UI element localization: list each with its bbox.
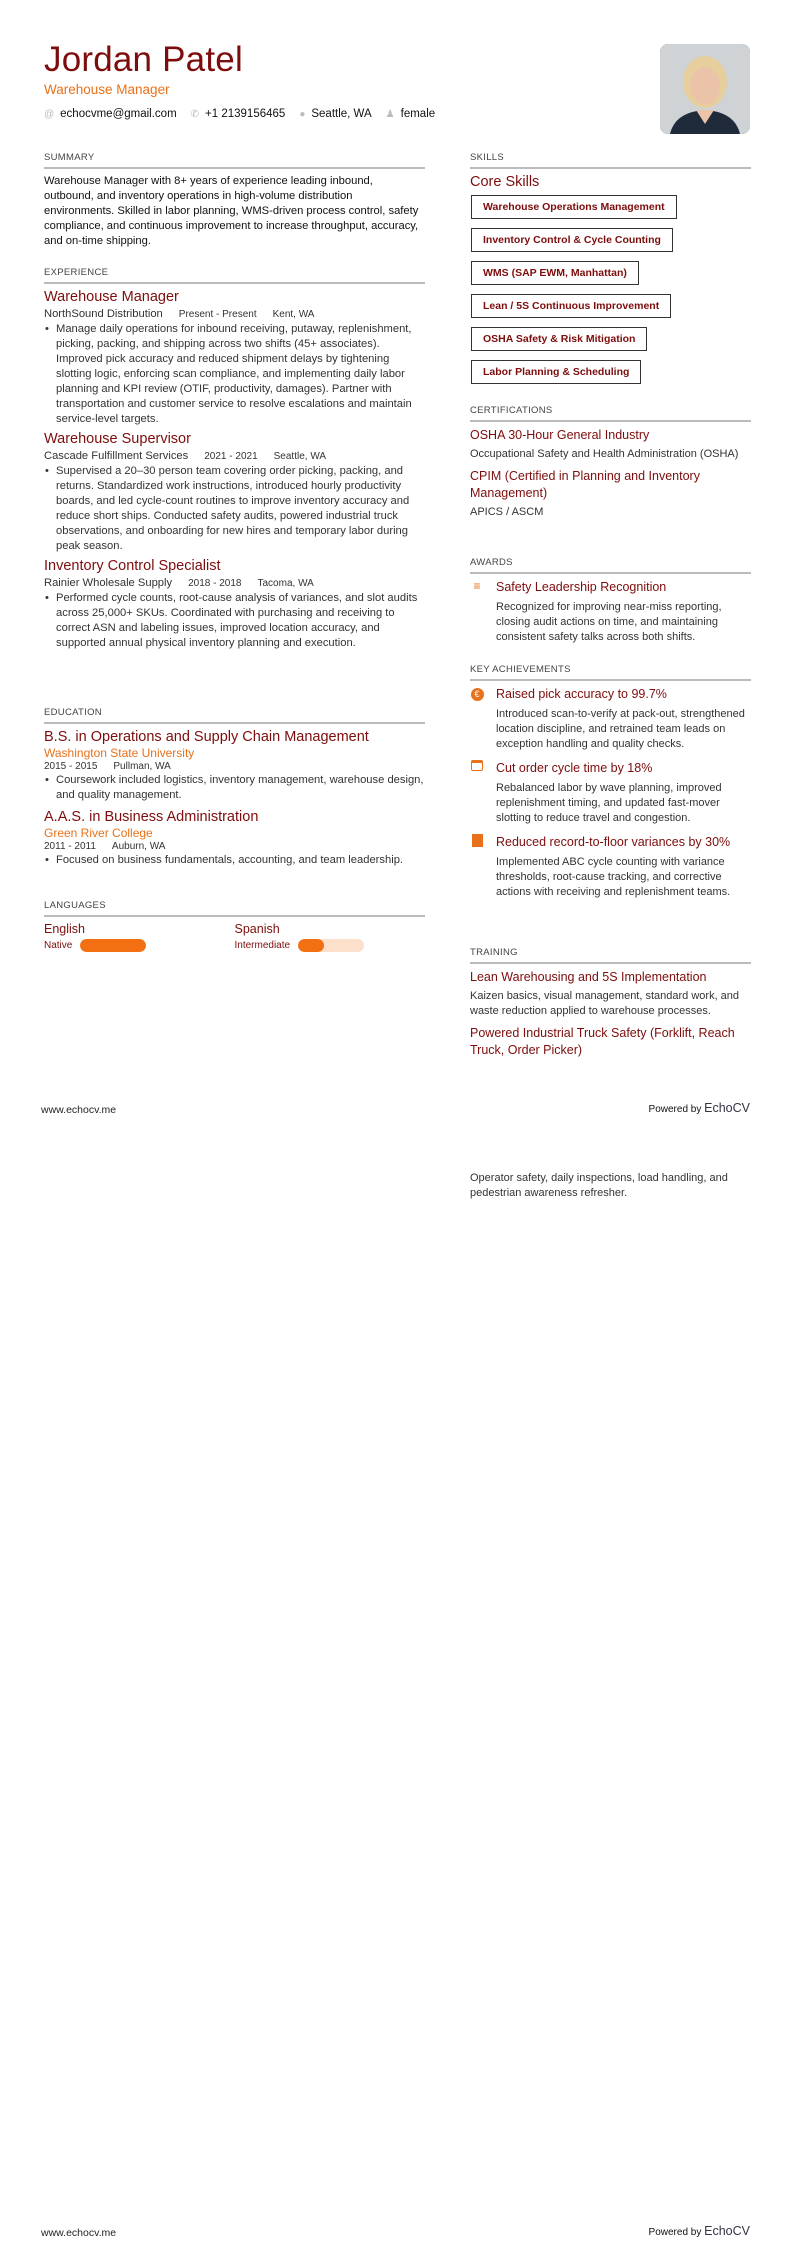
school: Green River College bbox=[44, 826, 153, 840]
company: Rainier Wholesale Supply bbox=[44, 577, 173, 589]
edu-location: Pullman, WA bbox=[113, 761, 171, 772]
skill-tag: Warehouse Operations Management bbox=[471, 195, 677, 219]
language-name: English bbox=[44, 922, 85, 936]
achievement-title: Cut order cycle time by 18% bbox=[496, 761, 653, 775]
job-entry bbox=[44, 431, 425, 554]
job-title: Inventory Control Specialist bbox=[44, 558, 221, 574]
building-icon bbox=[470, 834, 484, 904]
skill-tag: WMS (SAP EWM, Manhattan) bbox=[471, 261, 639, 285]
powered-by[interactable] bbox=[649, 1101, 750, 1115]
education-entry bbox=[44, 809, 425, 868]
section-heading: EDUCATION bbox=[44, 707, 425, 724]
degree: B.S. in Operations and Supply Chain Management bbox=[44, 729, 369, 745]
proficiency-bar bbox=[298, 939, 364, 952]
achievement-desc: Rebalanced labor by wave planning, improved replenishment timing, and updated fast-mover slotting to reduce travel and congestion. bbox=[496, 782, 722, 824]
powered-by[interactable] bbox=[649, 2224, 750, 2238]
footer-site-link[interactable]: www.echocv.me bbox=[41, 2227, 117, 2239]
location: Seattle, WA bbox=[311, 108, 372, 120]
job-location: Tacoma, WA bbox=[257, 578, 314, 589]
brand-name: EchoCV bbox=[704, 1101, 750, 1115]
company: NorthSound Distribution bbox=[44, 308, 163, 320]
company: Cascade Fulfillment Services bbox=[44, 450, 189, 462]
job-location: Seattle, WA bbox=[273, 451, 327, 462]
dates: 2018 - 2018 bbox=[188, 578, 242, 589]
training-section bbox=[470, 947, 751, 1059]
degree: A.A.S. in Business Administration bbox=[44, 809, 259, 825]
list-icon: ≡ bbox=[473, 579, 481, 593]
edu-bullet: • Focused on business fundamentals, accounting, and team leadership. bbox=[44, 853, 425, 868]
person-icon: ♟ bbox=[385, 108, 395, 120]
language-level: Intermediate bbox=[234, 940, 291, 951]
section-heading: SUMMARY bbox=[44, 152, 425, 169]
footer-site-link[interactable]: www.echocv.me bbox=[41, 1104, 117, 1116]
skill-tags bbox=[470, 192, 751, 390]
candidate-name: Jordan Patel bbox=[44, 40, 243, 79]
awards-section bbox=[470, 557, 751, 649]
skill-tag: Inventory Control & Cycle Counting bbox=[471, 228, 673, 252]
section-heading: CERTIFICATIONS bbox=[470, 405, 751, 422]
cert-title: CPIM (Certified in Planning and Inventory Management) bbox=[470, 469, 700, 500]
language-item bbox=[44, 922, 235, 952]
training-title: Powered Industrial Truck Safety (Forklift, Reach Truck, Order Picker) bbox=[470, 1026, 735, 1057]
edu-location: Auburn, WA bbox=[111, 841, 166, 852]
calendar-icon bbox=[470, 760, 484, 830]
job-entry bbox=[44, 558, 425, 651]
training-title: Lean Warehousing and 5S Implementation bbox=[470, 970, 707, 984]
language-level: Native bbox=[44, 940, 73, 951]
at-icon: @ bbox=[44, 108, 55, 120]
job-title: Warehouse Supervisor bbox=[44, 431, 191, 447]
cert-title: OSHA 30-Hour General Industry bbox=[470, 428, 650, 442]
section-heading: KEY ACHIEVEMENTS bbox=[470, 664, 751, 681]
cert-issuer: Occupational Safety and Health Administration (OSHA) bbox=[470, 448, 739, 460]
summary-text: Warehouse Manager with 8+ years of experience leading inbound, outbound, and inventory operations in high-volume distribution environments. Skilled in labor planning, WMS-driven process control, safety compliance, and continuous improvement to increase throughput, accuracy, and on-time shipping. bbox=[44, 175, 419, 247]
location-pin-icon: ● bbox=[299, 108, 306, 120]
proficiency-bar bbox=[80, 939, 146, 952]
phone-icon: ✆ bbox=[190, 108, 200, 120]
dates: 2015 - 2015 bbox=[44, 761, 98, 772]
training-desc: Kaizen basics, visual management, standard work, and waste reduction applied to warehouse processes. bbox=[470, 990, 740, 1017]
achievement-title: Reduced record-to-floor variances by 30% bbox=[496, 835, 731, 849]
dates: 2011 - 2011 bbox=[44, 841, 96, 852]
job-location: Kent, WA bbox=[272, 309, 315, 320]
achievement-desc: Implemented ABC cycle counting with variance thresholds, root-cause tracking, and corrective actions with receiving and replenishment teams. bbox=[496, 856, 731, 898]
powered-label: Powered by bbox=[648, 2227, 702, 2238]
job-bullet: • Manage daily operations for inbound receiving, putaway, replenishment, picking, packing, and shipping across two shifts (45+ associates). Improved pick accuracy and reduced shipment delays by tightening slotting logic, enforcing scan compliance, and implementing daily labor planning and KPI review (OTIF, productivity, damages). Partner with transportation and customer service to resolve escalations and maintain service-level targets. bbox=[44, 322, 425, 427]
proficiency-fill bbox=[80, 939, 146, 952]
cert-issuer: APICS / ASCM bbox=[470, 506, 544, 518]
powered-label: Powered by bbox=[648, 1104, 702, 1115]
skill-group-title: Core Skills bbox=[470, 174, 540, 190]
section-heading: TRAINING bbox=[470, 947, 751, 964]
achievement-title: Raised pick accuracy to 99.7% bbox=[496, 687, 667, 701]
award-desc: Recognized for improving near-miss reporting, closing audit actions on time, and maintaining consistent safety talks across both shifts. bbox=[496, 601, 722, 643]
dates: 2021 - 2021 bbox=[204, 451, 258, 462]
achievements-section bbox=[470, 664, 751, 904]
summary-section bbox=[44, 152, 425, 249]
edu-bullet: • Coursework included logistics, inventory management, warehouse design, and quality management. bbox=[44, 773, 425, 803]
skill-tag: Lean / 5S Continuous Improvement bbox=[471, 294, 671, 318]
contact-bar bbox=[44, 108, 435, 120]
candidate-title: Warehouse Manager bbox=[44, 82, 170, 97]
section-heading: LANGUAGES bbox=[44, 900, 425, 917]
school: Washington State University bbox=[44, 746, 195, 760]
skills-section bbox=[470, 152, 751, 390]
training-desc: Operator safety, daily inspections, load handling, and pedestrian awareness refresher. bbox=[470, 1172, 728, 1199]
job-bullet: • Performed cycle counts, root-cause analysis of variances, and slot audits across 25,000+ SKUs. Coordinated with purchasing and receiving to correct ASN and labeling issues, improved location accuracy, and supported annual physical inventory planning and execution. bbox=[44, 591, 425, 651]
proficiency-fill bbox=[298, 939, 324, 952]
section-heading: SKILLS bbox=[470, 152, 751, 169]
skill-tag: OSHA Safety & Risk Mitigation bbox=[471, 327, 647, 351]
languages-section bbox=[44, 900, 425, 952]
job-bullet: • Supervised a 20–30 person team covering order picking, packing, and returns. Standardized work instructions, introduced hourly productivity boards, and led cycle-count routines to improve inventory accuracy and reduce short ships. Conducted safety audits, powered industrial truck observations, and onboarding for new hires and temporary labor during peak season. bbox=[44, 464, 425, 554]
brand-name: EchoCV bbox=[704, 2224, 750, 2238]
gender: female bbox=[400, 108, 436, 120]
certifications-section bbox=[470, 405, 751, 526]
job-title: Warehouse Manager bbox=[44, 289, 179, 305]
email[interactable]: echocvme@gmail.com bbox=[60, 108, 177, 120]
section-heading: EXPERIENCE bbox=[44, 267, 425, 284]
award-title: Safety Leadership Recognition bbox=[496, 580, 667, 594]
skill-tag: Labor Planning & Scheduling bbox=[471, 360, 641, 384]
education-entry bbox=[44, 729, 425, 803]
euro-icon: € bbox=[470, 686, 484, 756]
language-item bbox=[235, 922, 426, 952]
experience-section bbox=[44, 267, 425, 651]
phone[interactable]: +1 2139156465 bbox=[205, 108, 286, 120]
education-section bbox=[44, 707, 425, 868]
section-heading: AWARDS bbox=[470, 557, 751, 574]
achievement-desc: Introduced scan-to-verify at pack-out, strengthened location discipline, and retrained team leads on exception handling and quality checks. bbox=[496, 708, 745, 750]
dates: Present - Present bbox=[178, 309, 257, 320]
job-entry bbox=[44, 289, 425, 427]
language-name: Spanish bbox=[234, 922, 280, 936]
profile-photo bbox=[660, 44, 750, 134]
